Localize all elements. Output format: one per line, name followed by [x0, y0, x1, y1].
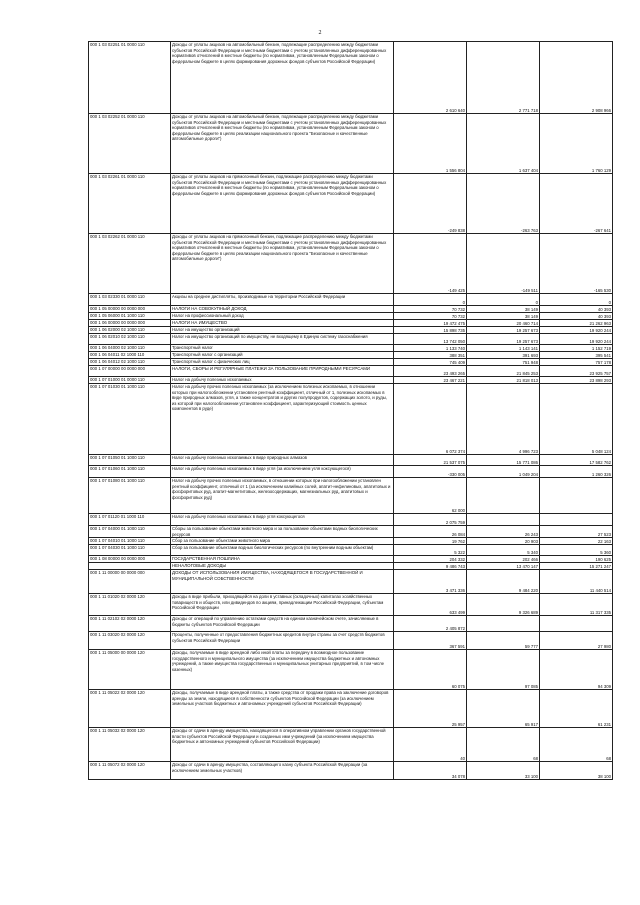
value-year2-cell: 751 948: [467, 359, 540, 366]
budget-code-cell: 000 1 07 01120 01 1000 110: [89, 514, 171, 526]
revenue-name-cell: Доходы от уплаты акцизов на прямогонный бензин, подлежащие распределению между бюджетами субъектов Российской Федерации и местными бюджетами с учетом установленных дифференцированных нормативов отчислений в местные бюджеты (по нормативам, установленным Федеральным законом о федеральном бюджете в целях формирования дорожных фондов субъектов Российской Федерации): [171, 174, 394, 234]
value-year1-cell: 19 472 475: [394, 320, 467, 327]
value-year2-cell: 19 257 673: [467, 334, 540, 345]
value-year3-cell: 1 260 326: [540, 466, 613, 478]
budget-code-cell: 000 1 11 00000 00 0000 000: [89, 570, 171, 594]
value-year2-cell: 21 845 253: [467, 366, 540, 377]
table-row: [89, 320, 613, 327]
value-year1-cell: 23 467 221: [394, 377, 467, 384]
value-year3-cell: 11 317 335: [540, 594, 613, 616]
budget-code-cell: 000 1 06 04011 02 1000 110: [89, 352, 171, 359]
value-year3-cell: 23 898 293: [540, 377, 613, 384]
value-year1-cell: 26 084: [394, 526, 467, 538]
value-year1-cell: 23 493 265: [394, 366, 467, 377]
table-row: [89, 455, 613, 466]
budget-code-cell: 000 1 07 04000 01 1000 110: [89, 526, 171, 538]
budget-code-cell: 000 1 07 01030 01 1000 110: [89, 384, 171, 455]
value-year3-cell: 5 048 124: [540, 384, 613, 455]
table-row: [89, 384, 613, 455]
budget-code-cell: 000 1 05 00000 00 0000 000: [89, 306, 171, 313]
table-row: [89, 514, 613, 526]
revenue-name-cell: Транспортный налог с организаций: [171, 352, 394, 359]
value-year1-cell: 62 000: [394, 478, 467, 514]
table-row: [89, 545, 613, 556]
value-year2-cell: 38 149: [467, 313, 540, 320]
revenue-name-cell: Доходы от сдачи в аренду имущества, составляющего казну субъекта Российской Федерации (за исключением земельных участков): [171, 762, 394, 780]
value-year3-cell: [540, 514, 613, 526]
value-year3-cell: 11 440 514: [540, 570, 613, 594]
value-year1-cell: -249 838: [394, 174, 467, 234]
revenue-name-cell: Налог на имущество организаций по имуществу, не входящему в Единую систему газоснабжения: [171, 334, 394, 345]
budget-code-cell: 000 1 07 01000 01 0000 110: [89, 377, 171, 384]
revenue-name-cell: Налог на добычу полезных ископаемых: [171, 377, 394, 384]
table-row: [89, 114, 613, 174]
budget-code-cell: 000 1 06 02010 02 1000 110: [89, 334, 171, 345]
budget-code-cell: 000 1 06 04000 02 1000 110: [89, 345, 171, 352]
value-year1-cell: 2 610 640: [394, 42, 467, 114]
revenue-name-cell: Доходы от операций по управлению остатками средств на едином казначейском счете, зачисляемые в бюджеты субъектов Российской Федерации: [171, 616, 394, 632]
value-year2-cell: 0: [467, 294, 540, 306]
table-row: [89, 650, 613, 690]
value-year3-cell: 17 582 762: [540, 455, 613, 466]
table-row: [89, 526, 613, 538]
value-year3-cell: 21 262 963: [540, 320, 613, 327]
revenue-name-cell: Налог на имущество организаций: [171, 327, 394, 334]
revenue-name-cell: НАЛОГИ НА ИМУЩЕСТВО: [171, 320, 394, 327]
revenue-name-cell: НАЛОГИ, СБОРЫ И РЕГУЛЯРНЫЕ ПЛАТЕЖИ ЗА ПОЛЬЗОВАНИЕ ПРИРОДНЫМИ РЕСУРСАМИ: [171, 366, 394, 377]
revenue-name-cell: Налог на добычу прочих полезных ископаемых (за исключением полезных ископаемых, в отношении которых при налогообложении установлен рентный коэффициент, отличный от 1, полезных ископаемых в виде природных алмазов, угля, а также концентратов и других полупродуктов, содержащих золото, и руды, из которой при налогообложении установлен коэффициент, характеризующий стоимость ценных компонентов в руде): [171, 384, 394, 455]
value-year1-cell: 633 499: [394, 594, 467, 616]
value-year1-cell: 9 486 743: [394, 563, 467, 570]
table-row: [89, 313, 613, 320]
value-year2-cell: [467, 478, 540, 514]
value-year3-cell: 395 541: [540, 352, 613, 359]
budget-code-cell: 000 1 06 02000 02 1000 110: [89, 327, 171, 334]
value-year1-cell: 13 742 050: [394, 334, 467, 345]
revenue-name-cell: ГОСУДАРСТВЕННАЯ ПОШЛИНА: [171, 556, 394, 563]
budget-revenue-table: [88, 41, 613, 780]
budget-code-cell: 000 1 07 00000 00 0000 000: [89, 366, 171, 377]
table-row: [89, 728, 613, 762]
page-number: 2: [318, 30, 322, 36]
table-row: [89, 478, 613, 514]
table-row: [89, 334, 613, 345]
budget-code-cell: 000 1 07 01050 01 1000 110: [89, 455, 171, 466]
value-year1-cell: 367 591: [394, 632, 467, 650]
value-year1-cell: 6 072 374: [394, 384, 467, 455]
value-year2-cell: -149 511: [467, 234, 540, 294]
value-year1-cell: 19 762: [394, 538, 467, 545]
revenue-name-cell: Транспортный налог с физических лиц: [171, 359, 394, 366]
value-year1-cell: 21 537 075: [394, 455, 467, 466]
revenue-name-cell: ДОХОДЫ ОТ ИСПОЛЬЗОВАНИЯ ИМУЩЕСТВА, НАХОДЯЩЕГОСЯ В ГОСУДАРСТВЕННОЙ И МУНИЦИПАЛЬНОЙ СОБСТВЕННОСТИ: [171, 570, 394, 594]
value-year3-cell: 1 760 129: [540, 114, 613, 174]
budget-code-cell: 000 1 03 02252 01 0000 110: [89, 114, 171, 174]
table-row: [89, 234, 613, 294]
value-year3-cell: 19 920 244: [540, 334, 613, 345]
revenue-name-cell: Налог на добычу полезных ископаемых в виде угля (за исключением угля коксующегося): [171, 466, 394, 478]
value-year1-cell: 2 405 872: [394, 616, 467, 632]
value-year2-cell: 68: [467, 728, 540, 762]
table-row: [89, 377, 613, 384]
value-year3-cell: 1 152 719: [540, 345, 613, 352]
value-year3-cell: 40 393: [540, 313, 613, 320]
revenue-name-cell: Акцизы на среднее дистилляты, производимые на территории Российской Федерации: [171, 294, 394, 306]
revenue-name-cell: НЕНАЛОГОВЫЕ ДОХОДЫ: [171, 563, 394, 570]
value-year3-cell: 40 393: [540, 306, 613, 313]
revenue-name-cell: Налог на добычу полезных ископаемых в виде природных алмазов: [171, 455, 394, 466]
value-year3-cell: 22 163: [540, 538, 613, 545]
revenue-name-cell: Налог на добычу прочих полезных ископаемых, в отношении которых при налогообложении установлен рентный коэффициент, отличный от 1 (за исключением калийных солей, апатит-нефелиновых, апатитовых и фосфоритовых руд, апатит-магнетитовых, железосодержащих, магнезиальных руд, апатитовых и фосфоритовых руд): [171, 478, 394, 514]
value-year1-cell: 3 471 336: [394, 570, 467, 594]
value-year3-cell: 15 271 247: [540, 563, 613, 570]
value-year3-cell: 27 980: [540, 632, 613, 650]
value-year1-cell: 70 732: [394, 313, 467, 320]
value-year2-cell: 15 771 086: [467, 455, 540, 466]
value-year3-cell: 757 178: [540, 359, 613, 366]
value-year1-cell: 204 332: [394, 556, 467, 563]
revenue-name-cell: Доходы, получаемые в виде арендной либо иной платы за передачу в возмездное пользование государственного и муниципального имущества (за исключением имущества бюджетных и автономных учреждений, а также имущества государственных и муниципальных унитарных предприятий, в том числе казенных): [171, 650, 394, 690]
revenue-name-cell: Доходы в виде прибыли, приходящейся на доли в уставных (складочных) капиталах хозяйственных товариществ и обществ, или дивидендов по акциям, принадлежащим Российской Федерации, субъектам Российской Федерации: [171, 594, 394, 616]
value-year1-cell: -330 005: [394, 466, 467, 478]
budget-code-cell: 000 1 07 04030 01 1000 110: [89, 545, 171, 556]
table-row: [89, 563, 613, 570]
budget-code-cell: 000 1 11 03020 02 0000 120: [89, 632, 171, 650]
budget-code-cell: 000 1 11 01020 02 0000 120: [89, 594, 171, 616]
value-year2-cell: -263 763: [467, 174, 540, 234]
value-year1-cell: 15 898 735: [394, 327, 467, 334]
value-year1-cell: 0: [394, 294, 467, 306]
revenue-name-cell: Доходы от уплаты акцизов на прямогонный бензин, подлежащие распределению между бюджетами субъектов Российской Федерации и местными бюджетами с учетом установленных дифференцированных нормативов отчислений в местные бюджеты (по нормативам, установленным Федеральным законом о федеральном бюджете в целях реализации национального проекта "Безопасные и качественные автомобильные дороги"): [171, 234, 394, 294]
value-year3-cell: 190 625: [540, 556, 613, 563]
budget-code-cell: 000 1 11 05000 00 0000 120: [89, 650, 171, 690]
budget-code-cell: 000 1 03 02262 01 0000 110: [89, 234, 171, 294]
value-year1-cell: 388 351: [394, 352, 467, 359]
value-year2-cell: 59 777: [467, 632, 540, 650]
value-year2-cell: [467, 514, 540, 526]
table-row: [89, 570, 613, 594]
value-year2-cell: [467, 616, 540, 632]
table-row: [89, 345, 613, 352]
budget-code-cell: 000 1 03 02251 01 0000 110: [89, 42, 171, 114]
budget-code-cell: 000 1 11 05032 02 0000 120: [89, 728, 171, 762]
table-row: [89, 556, 613, 563]
value-year3-cell: 38 100: [540, 762, 613, 780]
budget-code-cell: 000 1 05 06000 01 1000 110: [89, 313, 171, 320]
value-year2-cell: 19 257 673: [467, 327, 540, 334]
table-row: [89, 616, 613, 632]
budget-code-cell: [89, 563, 171, 570]
table-row: [89, 306, 613, 313]
value-year2-cell: 4 996 723: [467, 384, 540, 455]
value-year2-cell: 20 903: [467, 538, 540, 545]
table-row: [89, 352, 613, 359]
value-year3-cell: 61 231: [540, 690, 613, 728]
value-year2-cell: 2 771 718: [467, 42, 540, 114]
budget-code-cell: 000 1 03 02261 01 0000 110: [89, 174, 171, 234]
value-year3-cell: [540, 478, 613, 514]
value-year3-cell: 94 309: [540, 650, 613, 690]
value-year2-cell: 1 049 204: [467, 466, 540, 478]
value-year3-cell: 68: [540, 728, 613, 762]
revenue-name-cell: Доходы от уплаты акцизов на автомобильный бензин, подлежащие распределению между бюджетами субъектов Российской Федерации и местными бюджетами с учетом установленных дифференцированных нормативов отчислений в местные бюджеты (по нормативам, установленным Федеральным законом о федеральном бюджете в целях реализации национального проекта "Безопасные и качественные автомобильные дороги"): [171, 114, 394, 174]
budget-code-cell: 000 1 03 02330 01 0000 110: [89, 294, 171, 306]
value-year2-cell: 33 100: [467, 762, 540, 780]
value-year1-cell: 2 075 759: [394, 514, 467, 526]
budget-code-cell: 000 1 07 04010 01 1000 110: [89, 538, 171, 545]
budget-code-cell: 000 1 07 01080 01 1000 110: [89, 478, 171, 514]
revenue-name-cell: НАЛОГИ НА СОВОКУПНЫЙ ДОХОД: [171, 306, 394, 313]
value-year2-cell: 391 693: [467, 352, 540, 359]
table-row: [89, 174, 613, 234]
table-row: [89, 690, 613, 728]
value-year3-cell: -267 641: [540, 174, 613, 234]
value-year3-cell: [540, 616, 613, 632]
value-year1-cell: 40: [394, 728, 467, 762]
revenue-name-cell: Сбор за пользование объектами животного мира: [171, 538, 394, 545]
revenue-name-cell: Доходы от уплаты акцизов на автомобильный бензин, подлежащие распределению между бюджетами субъектов Российской Федерации и местными бюджетами с учетом установленных дифференцированных нормативов отчислений в местные бюджеты (по нормативам, установленным Федеральным законом о федеральном бюджете в целях формирования дорожных фондов субъектов Российской Федерации): [171, 42, 394, 114]
value-year3-cell: 0: [540, 294, 613, 306]
value-year2-cell: 38 149: [467, 306, 540, 313]
table-row: [89, 594, 613, 616]
budget-code-cell: 000 1 06 00000 00 0000 000: [89, 320, 171, 327]
value-year2-cell: 9 326 689: [467, 594, 540, 616]
value-year2-cell: 65 917: [467, 690, 540, 728]
budget-code-cell: 000 1 11 05072 02 0000 120: [89, 762, 171, 780]
table-row: [89, 42, 613, 114]
value-year2-cell: 97 085: [467, 650, 540, 690]
value-year1-cell: -149 425: [394, 234, 467, 294]
value-year2-cell: 5 340: [467, 545, 540, 556]
table-row: [89, 538, 613, 545]
value-year3-cell: 19 920 244: [540, 327, 613, 334]
value-year2-cell: 13 470 147: [467, 563, 540, 570]
revenue-name-cell: Сбор за пользование объектами водных биологических ресурсов (по внутренним водным объектам): [171, 545, 394, 556]
value-year2-cell: 1 637 404: [467, 114, 540, 174]
table-row: [89, 327, 613, 334]
table-row: [89, 762, 613, 780]
value-year3-cell: 23 925 757: [540, 366, 613, 377]
revenue-name-cell: Сборы за пользование объектами животного мира и за пользование объектами водных биологических ресурсов: [171, 526, 394, 538]
budget-code-cell: 000 1 07 01060 01 1000 110: [89, 466, 171, 478]
budget-code-cell: 000 1 08 00000 00 0000 000: [89, 556, 171, 563]
value-year3-cell: 2 908 966: [540, 42, 613, 114]
revenue-name-cell: Налог на профессиональный доход: [171, 313, 394, 320]
table-row: [89, 366, 613, 377]
table-row: [89, 466, 613, 478]
value-year1-cell: 34 078: [394, 762, 467, 780]
value-year3-cell: -165 530: [540, 234, 613, 294]
value-year2-cell: 9 484 220: [467, 570, 540, 594]
value-year2-cell: 1 143 141: [467, 345, 540, 352]
value-year2-cell: 202 466: [467, 556, 540, 563]
value-year1-cell: 60 075: [394, 650, 467, 690]
revenue-name-cell: Проценты, полученные от предоставления бюджетных кредитов внутри страны за счет средств бюджетов субъектов Российской Федерации: [171, 632, 394, 650]
value-year2-cell: 20 460 714: [467, 320, 540, 327]
revenue-name-cell: Доходы от сдачи в аренду имущества, находящегося в оперативном управлении органов государственной власти субъектов Российской Федерации и созданных ими учреждений (за исключением имущества бюджетных и автономных учреждений субъектов Российской Федерации): [171, 728, 394, 762]
value-year1-cell: 1 556 804: [394, 114, 467, 174]
revenue-name-cell: Налог на добычу полезных ископаемых в виде угля коксующегося: [171, 514, 394, 526]
value-year1-cell: 70 732: [394, 306, 467, 313]
table-row: [89, 294, 613, 306]
table-row: [89, 359, 613, 366]
budget-code-cell: 000 1 11 02102 02 0000 120: [89, 616, 171, 632]
value-year1-cell: 5 322: [394, 545, 467, 556]
value-year2-cell: 21 818 013: [467, 377, 540, 384]
budget-code-cell: 000 1 11 05022 02 0000 120: [89, 690, 171, 728]
value-year3-cell: 5 360: [540, 545, 613, 556]
value-year1-cell: 745 409: [394, 359, 467, 366]
value-year2-cell: 26 243: [467, 526, 540, 538]
budget-code-cell: 000 1 06 04012 02 1000 110: [89, 359, 171, 366]
revenue-name-cell: Транспортный налог: [171, 345, 394, 352]
value-year3-cell: 27 523: [540, 526, 613, 538]
table-row: [89, 632, 613, 650]
value-year1-cell: 25 957: [394, 690, 467, 728]
value-year1-cell: 1 133 740: [394, 345, 467, 352]
revenue-name-cell: Доходы, получаемые в виде арендной платы, а также средства от продажи права на заключение договоров аренды за земли, находящиеся в собственности субъектов Российской Федерации (за исключением земельных участков бюджетных и автономных учреждений субъектов Российской Федерации): [171, 690, 394, 728]
